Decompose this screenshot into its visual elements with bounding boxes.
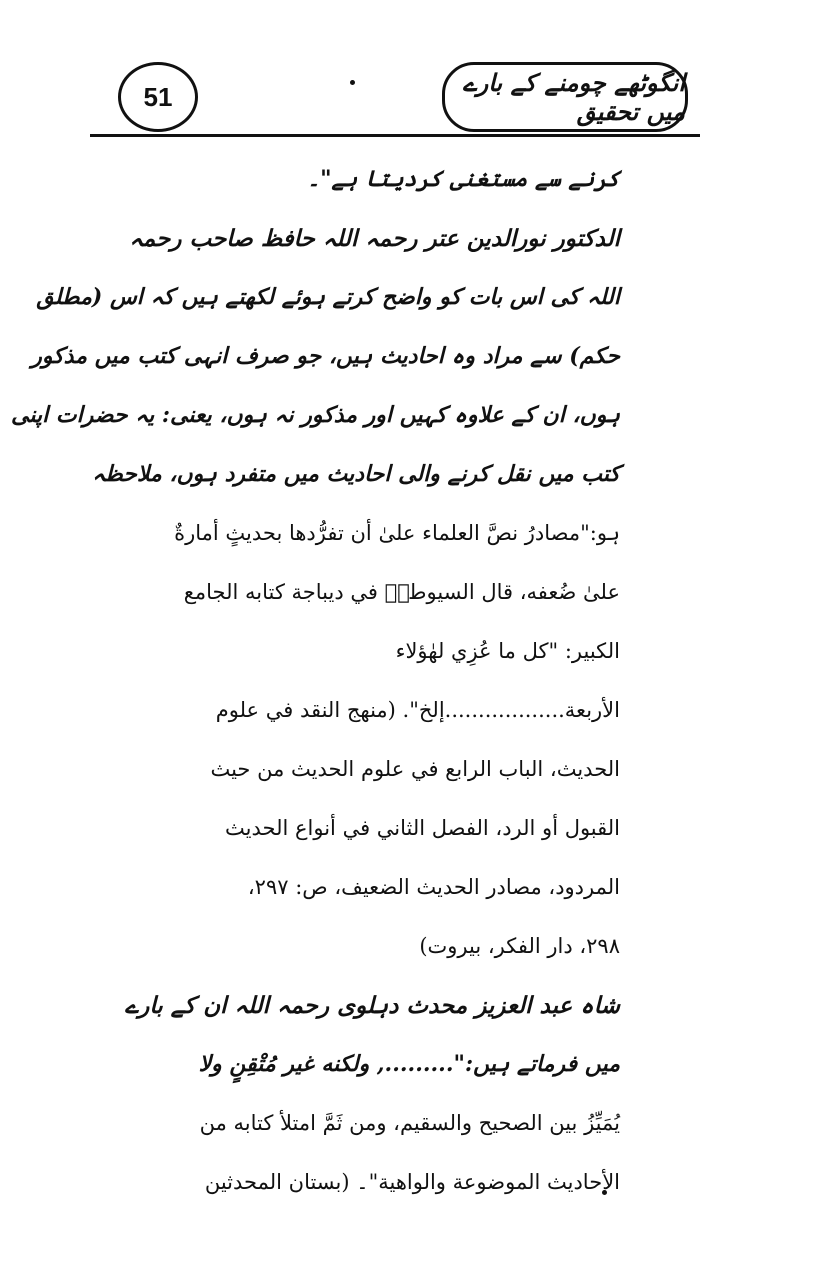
body-line-heading: الدکتور نورالدین عتر رحمہ اللہ حافظ صاحب رحمہ bbox=[129, 225, 620, 252]
decorative-dot bbox=[350, 80, 355, 85]
body-line: کتب میں نقل کرنے والی احادیث میں متفرد ہوں، ملاحظہ bbox=[92, 461, 620, 487]
body-line: علىٰ ضُعفه، قال السيوطيؒ في ديباجة كتابه الجامع bbox=[183, 580, 620, 604]
body-line: ہو:"مصادرُ نصَّ العلماء علىٰ أن تفرُّدها بحديثٍ أمارةٌ bbox=[174, 521, 620, 545]
body-line: حکم) سے مراد وہ احادیث ہیں، جو صرف انہی کتب میں مذکور bbox=[31, 343, 620, 369]
body-line: يُمَيِّزُ بين الصحيح والسقيم، ومن ثَمَّ امتلأ كتابه من bbox=[199, 1111, 620, 1135]
header-rule bbox=[90, 134, 700, 137]
body-line: الكبير: "كل ما عُزِي لهٰؤلاء bbox=[395, 639, 620, 663]
page-number: 51 bbox=[143, 81, 173, 112]
body-line: الحديث، الباب الرابع في علوم الحديث من حيث bbox=[210, 757, 620, 781]
body-line: القبول أو الرد، الفصل الثاني في أنواع الحديث bbox=[225, 816, 620, 840]
body-line: المردود، مصادر الحديث الضعيف، ص: ٢٩٧، bbox=[247, 875, 620, 899]
body-line: کرنے سے مستغنی کردیتا ہے"۔ bbox=[307, 166, 620, 192]
page-body bbox=[11, 150, 620, 1212]
running-title-oval bbox=[442, 62, 688, 132]
body-line: میں فرماتے ہیں:"........., ولكنه غير مُتْقِنٍ ولا bbox=[198, 1051, 620, 1077]
body-line: الأحاديث الموضوعة والواهية"۔ (بستان المحدثين bbox=[204, 1170, 620, 1194]
running-title: انگوٹھے چومنے کے بارے میں تحقیق bbox=[462, 68, 685, 126]
body-line: الأربعة..................إلخ". (منهج النقد في علوم bbox=[215, 698, 620, 722]
body-line: ٢٩٨، دار الفكر، بيروت) bbox=[419, 934, 620, 958]
body-line-heading: شاہ عبد العزیز محدث دہلوی رحمہ اللہ ان کے بارے bbox=[124, 992, 620, 1019]
page-number-oval bbox=[118, 62, 198, 132]
body-line: ہوں، ان کے علاوہ کہیں اور مذکور نہ ہوں، یعنی: یہ حضرات اپنی bbox=[11, 402, 620, 428]
body-line: اللہ کی اس بات کو واضح کرتے ہوئے لکھتے ہیں کہ اس (مطلق bbox=[36, 284, 620, 310]
